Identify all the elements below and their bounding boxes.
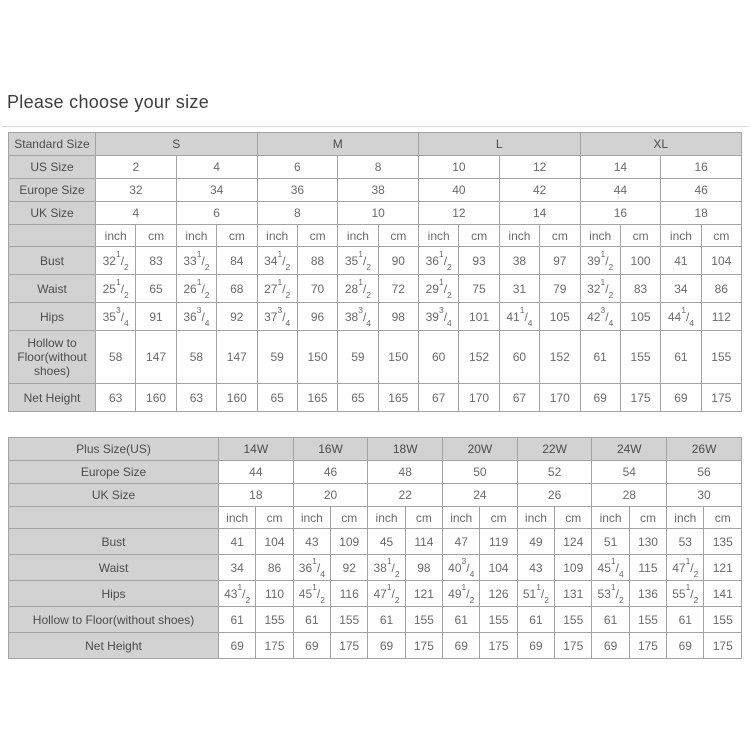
size-cell: 4 bbox=[96, 202, 177, 225]
cm-value-cell: 79 bbox=[540, 275, 580, 303]
size-cell: 56 bbox=[667, 461, 742, 484]
cm-value-cell: 175 bbox=[480, 633, 517, 659]
cm-value-cell: 160 bbox=[217, 384, 257, 412]
size-cell: 6 bbox=[257, 156, 338, 179]
cm-value-cell: 86 bbox=[256, 555, 293, 581]
cm-value-cell: 90 bbox=[378, 247, 418, 275]
unit-cm-label: cm bbox=[217, 225, 257, 247]
row-label: UK Size bbox=[9, 202, 96, 225]
inch-value-cell: 69 bbox=[661, 384, 701, 412]
cm-value-cell: 126 bbox=[480, 581, 517, 607]
size-group-cell: 16W bbox=[293, 438, 368, 461]
unit-inch-label: inch bbox=[96, 225, 136, 247]
inch-value-cell: $35^3/_4$ bbox=[96, 303, 136, 331]
size-cell: 38 bbox=[338, 179, 419, 202]
size-cell: 14 bbox=[580, 156, 661, 179]
inch-value-cell: 53 bbox=[667, 529, 704, 555]
inch-value-cell: $26^1/_2$ bbox=[176, 275, 216, 303]
size-group-cell: 20W bbox=[443, 438, 518, 461]
unit-cm-label: cm bbox=[297, 225, 337, 247]
cm-value-cell: 155 bbox=[405, 607, 442, 633]
inch-value-cell: 69 bbox=[293, 633, 330, 659]
inch-value-cell: $55^1/_2$ bbox=[667, 581, 704, 607]
unit-cm-label: cm bbox=[136, 225, 176, 247]
inch-value-cell: 34 bbox=[219, 555, 256, 581]
size-cell: 52 bbox=[517, 461, 592, 484]
size-cell: 40 bbox=[419, 179, 500, 202]
inch-value-cell: 61 bbox=[667, 607, 704, 633]
inch-value-cell: 60 bbox=[419, 331, 459, 384]
row-net-height bbox=[9, 384, 742, 412]
cm-value-cell: 131 bbox=[555, 581, 592, 607]
inch-value-cell: 65 bbox=[257, 384, 297, 412]
size-cell: 22 bbox=[368, 484, 443, 507]
inch-value-cell: $36^3/_4$ bbox=[176, 303, 216, 331]
unit-inch-label: inch bbox=[338, 225, 378, 247]
inch-value-cell: $38^1/_2$ bbox=[368, 555, 405, 581]
inch-value-cell: 61 bbox=[517, 607, 554, 633]
unit-inch-label: inch bbox=[443, 507, 480, 529]
cm-value-cell: 155 bbox=[256, 607, 293, 633]
inch-value-cell: 49 bbox=[517, 529, 554, 555]
corner-empty-cell bbox=[9, 225, 96, 247]
size-cell: 44 bbox=[580, 179, 661, 202]
row-hips bbox=[9, 581, 742, 607]
unit-inch-label: inch bbox=[176, 225, 216, 247]
cm-value-cell: 98 bbox=[405, 555, 442, 581]
row-label: Bust bbox=[9, 529, 219, 555]
inch-value-cell: 45 bbox=[368, 529, 405, 555]
row-net-height bbox=[9, 633, 742, 659]
unit-inch-label: inch bbox=[661, 225, 701, 247]
inch-value-cell: 61 bbox=[368, 607, 405, 633]
inch-value-cell: 34 bbox=[661, 275, 701, 303]
cm-value-cell: 97 bbox=[540, 247, 580, 275]
plus-size-table bbox=[8, 437, 742, 659]
unit-row bbox=[9, 507, 742, 529]
cm-value-cell: 124 bbox=[555, 529, 592, 555]
unit-inch-label: inch bbox=[667, 507, 704, 529]
size-cell: 16 bbox=[661, 156, 742, 179]
cm-value-cell: 155 bbox=[701, 331, 741, 384]
cm-value-cell: 86 bbox=[701, 275, 741, 303]
unit-cm-label: cm bbox=[459, 225, 499, 247]
inch-value-cell: 63 bbox=[96, 384, 136, 412]
inch-value-cell: $44^1/_4$ bbox=[661, 303, 701, 331]
row-label: Waist bbox=[9, 555, 219, 581]
inch-value-cell: $47^1/_2$ bbox=[368, 581, 405, 607]
corner-label: Plus Size(US) bbox=[9, 438, 219, 461]
size-cell: 44 bbox=[219, 461, 294, 484]
row-label: UK Size bbox=[9, 484, 219, 507]
cm-value-cell: 165 bbox=[297, 384, 337, 412]
cm-value-cell: 96 bbox=[297, 303, 337, 331]
row-label: US Size bbox=[9, 156, 96, 179]
corner-label: Standard Size bbox=[9, 133, 96, 156]
cm-value-cell: 109 bbox=[331, 529, 368, 555]
size-cell: 12 bbox=[499, 156, 580, 179]
unit-cm-label: cm bbox=[480, 507, 517, 529]
unit-inch-label: inch bbox=[219, 507, 256, 529]
cm-value-cell: 92 bbox=[217, 303, 257, 331]
row-label: Europe Size bbox=[9, 179, 96, 202]
size-cell: 4 bbox=[176, 156, 257, 179]
row-label: Hollow to Floor(without shoes) bbox=[9, 331, 96, 384]
row-uk-size bbox=[9, 202, 742, 225]
size-group-cell: XL bbox=[580, 133, 742, 156]
cm-value-cell: 70 bbox=[297, 275, 337, 303]
size-cell: 42 bbox=[499, 179, 580, 202]
inch-value-cell: $41^1/_4$ bbox=[499, 303, 539, 331]
cm-value-cell: 175 bbox=[331, 633, 368, 659]
cm-value-cell: 175 bbox=[704, 633, 742, 659]
cm-value-cell: 116 bbox=[331, 581, 368, 607]
inch-value-cell: 31 bbox=[499, 275, 539, 303]
size-cell: 2 bbox=[96, 156, 177, 179]
cm-value-cell: 136 bbox=[629, 581, 666, 607]
cm-value-cell: 175 bbox=[256, 633, 293, 659]
inch-value-cell: $37^3/_4$ bbox=[257, 303, 297, 331]
inch-value-cell: $39^3/_4$ bbox=[419, 303, 459, 331]
inch-value-cell: 69 bbox=[368, 633, 405, 659]
row-waist bbox=[9, 555, 742, 581]
inch-value-cell: $25^1/_2$ bbox=[96, 275, 136, 303]
corner-empty-cell bbox=[9, 507, 219, 529]
row-label: Hips bbox=[9, 303, 96, 331]
inch-value-cell: 69 bbox=[592, 633, 629, 659]
size-group-row bbox=[9, 438, 742, 461]
cm-value-cell: 175 bbox=[555, 633, 592, 659]
size-cell: 10 bbox=[419, 156, 500, 179]
cm-value-cell: 152 bbox=[459, 331, 499, 384]
row-hollow-to-floor-without-shoes bbox=[9, 607, 742, 633]
inch-value-cell: 59 bbox=[257, 331, 297, 384]
inch-value-cell: $38^3/_4$ bbox=[338, 303, 378, 331]
inch-value-cell: 61 bbox=[592, 607, 629, 633]
row-waist bbox=[9, 275, 742, 303]
inch-value-cell: 51 bbox=[592, 529, 629, 555]
inch-value-cell: $33^1/_2$ bbox=[176, 247, 216, 275]
unit-cm-label: cm bbox=[629, 507, 666, 529]
inch-value-cell: $40^3/_4$ bbox=[443, 555, 480, 581]
row-label: Waist bbox=[9, 275, 96, 303]
cm-value-cell: 88 bbox=[297, 247, 337, 275]
cm-value-cell: 93 bbox=[459, 247, 499, 275]
cm-value-cell: 112 bbox=[701, 303, 741, 331]
size-cell: 20 bbox=[293, 484, 368, 507]
cm-value-cell: 92 bbox=[331, 555, 368, 581]
inch-value-cell: 41 bbox=[661, 247, 701, 275]
inch-value-cell: $45^1/_4$ bbox=[592, 555, 629, 581]
inch-value-cell: 67 bbox=[499, 384, 539, 412]
cm-value-cell: 115 bbox=[629, 555, 666, 581]
inch-value-cell: 69 bbox=[517, 633, 554, 659]
cm-value-cell: 147 bbox=[217, 331, 257, 384]
unit-inch-label: inch bbox=[368, 507, 405, 529]
cm-value-cell: 155 bbox=[555, 607, 592, 633]
size-cell: 54 bbox=[592, 461, 667, 484]
row-uk-size bbox=[9, 484, 742, 507]
cm-value-cell: 83 bbox=[620, 275, 660, 303]
size-cell: 18 bbox=[661, 202, 742, 225]
cm-value-cell: 84 bbox=[217, 247, 257, 275]
size-cell: 12 bbox=[419, 202, 500, 225]
inch-value-cell: 61 bbox=[293, 607, 330, 633]
inch-value-cell: 67 bbox=[419, 384, 459, 412]
cm-value-cell: 150 bbox=[297, 331, 337, 384]
row-label: Net Height bbox=[9, 384, 96, 412]
cm-value-cell: 104 bbox=[256, 529, 293, 555]
divider-line bbox=[2, 126, 748, 127]
size-cell: 14 bbox=[499, 202, 580, 225]
cm-value-cell: 101 bbox=[459, 303, 499, 331]
row-bust bbox=[9, 529, 742, 555]
cm-value-cell: 83 bbox=[136, 247, 176, 275]
unit-cm-label: cm bbox=[405, 507, 442, 529]
size-cell: 16 bbox=[580, 202, 661, 225]
size-group-row bbox=[9, 133, 742, 156]
row-hips bbox=[9, 303, 742, 331]
unit-cm-label: cm bbox=[620, 225, 660, 247]
inch-value-cell: $36^1/_2$ bbox=[419, 247, 459, 275]
unit-inch-label: inch bbox=[419, 225, 459, 247]
inch-value-cell: 65 bbox=[338, 384, 378, 412]
size-group-cell: 22W bbox=[517, 438, 592, 461]
cm-value-cell: 152 bbox=[540, 331, 580, 384]
inch-value-cell: $51^1/_2$ bbox=[517, 581, 554, 607]
row-europe-size bbox=[9, 461, 742, 484]
cm-value-cell: 98 bbox=[378, 303, 418, 331]
inch-value-cell: $53^1/_2$ bbox=[592, 581, 629, 607]
unit-cm-label: cm bbox=[378, 225, 418, 247]
inch-value-cell: $27^1/_2$ bbox=[257, 275, 297, 303]
cm-value-cell: 155 bbox=[331, 607, 368, 633]
cm-value-cell: 141 bbox=[704, 581, 742, 607]
size-cell: 26 bbox=[517, 484, 592, 507]
size-cell: 34 bbox=[176, 179, 257, 202]
size-cell: 46 bbox=[293, 461, 368, 484]
size-group-cell: 24W bbox=[592, 438, 667, 461]
inch-value-cell: 61 bbox=[219, 607, 256, 633]
size-cell: 32 bbox=[96, 179, 177, 202]
cm-value-cell: 175 bbox=[620, 384, 660, 412]
inch-value-cell: 38 bbox=[499, 247, 539, 275]
cm-value-cell: 114 bbox=[405, 529, 442, 555]
unit-inch-label: inch bbox=[580, 225, 620, 247]
size-group-cell: 18W bbox=[368, 438, 443, 461]
inch-value-cell: 60 bbox=[499, 331, 539, 384]
inch-value-cell: $49^1/_2$ bbox=[443, 581, 480, 607]
row-hollow-to-floor-without-shoes bbox=[9, 331, 742, 384]
unit-cm-label: cm bbox=[704, 507, 742, 529]
cm-value-cell: 121 bbox=[405, 581, 442, 607]
cm-value-cell: 105 bbox=[620, 303, 660, 331]
row-us-size bbox=[9, 156, 742, 179]
inch-value-cell: 61 bbox=[661, 331, 701, 384]
unit-cm-label: cm bbox=[555, 507, 592, 529]
unit-cm-label: cm bbox=[701, 225, 741, 247]
row-label: Europe Size bbox=[9, 461, 219, 484]
cm-value-cell: 135 bbox=[704, 529, 742, 555]
cm-value-cell: 75 bbox=[459, 275, 499, 303]
cm-value-cell: 130 bbox=[629, 529, 666, 555]
size-cell: 36 bbox=[257, 179, 338, 202]
cm-value-cell: 165 bbox=[378, 384, 418, 412]
inch-value-cell: $43^1/_2$ bbox=[219, 581, 256, 607]
inch-value-cell: $35^1/_2$ bbox=[338, 247, 378, 275]
cm-value-cell: 155 bbox=[620, 331, 660, 384]
inch-value-cell: $45^1/_2$ bbox=[293, 581, 330, 607]
inch-value-cell: 69 bbox=[667, 633, 704, 659]
cm-value-cell: 104 bbox=[701, 247, 741, 275]
size-cell: 30 bbox=[667, 484, 742, 507]
size-group-cell: 26W bbox=[667, 438, 742, 461]
cm-value-cell: 91 bbox=[136, 303, 176, 331]
cm-value-cell: 155 bbox=[480, 607, 517, 633]
cm-value-cell: 155 bbox=[629, 607, 666, 633]
inch-value-cell: 63 bbox=[176, 384, 216, 412]
size-cell: 10 bbox=[338, 202, 419, 225]
row-label: Bust bbox=[9, 247, 96, 275]
cm-value-cell: 110 bbox=[256, 581, 293, 607]
inch-value-cell: 43 bbox=[517, 555, 554, 581]
size-cell: 28 bbox=[592, 484, 667, 507]
inch-value-cell: 69 bbox=[580, 384, 620, 412]
unit-cm-label: cm bbox=[331, 507, 368, 529]
row-label: Hips bbox=[9, 581, 219, 607]
unit-row bbox=[9, 225, 742, 247]
cm-value-cell: 155 bbox=[704, 607, 742, 633]
standard-size-table bbox=[8, 132, 742, 412]
unit-inch-label: inch bbox=[517, 507, 554, 529]
cm-value-cell: 65 bbox=[136, 275, 176, 303]
size-cell: 8 bbox=[338, 156, 419, 179]
unit-cm-label: cm bbox=[256, 507, 293, 529]
size-group-cell: 14W bbox=[219, 438, 294, 461]
inch-value-cell: 43 bbox=[293, 529, 330, 555]
cm-value-cell: 104 bbox=[480, 555, 517, 581]
cm-value-cell: 72 bbox=[378, 275, 418, 303]
size-cell: 48 bbox=[368, 461, 443, 484]
inch-value-cell: 41 bbox=[219, 529, 256, 555]
cm-value-cell: 160 bbox=[136, 384, 176, 412]
cm-value-cell: 109 bbox=[555, 555, 592, 581]
inch-value-cell: 59 bbox=[338, 331, 378, 384]
unit-inch-label: inch bbox=[592, 507, 629, 529]
inch-value-cell: $32^1/_2$ bbox=[580, 275, 620, 303]
size-group-cell: L bbox=[419, 133, 581, 156]
unit-inch-label: inch bbox=[499, 225, 539, 247]
page-title: Please choose your size bbox=[7, 92, 210, 112]
cm-value-cell: 150 bbox=[378, 331, 418, 384]
size-cell: 46 bbox=[661, 179, 742, 202]
row-bust bbox=[9, 247, 742, 275]
cm-value-cell: 170 bbox=[540, 384, 580, 412]
cm-value-cell: 121 bbox=[704, 555, 742, 581]
inch-value-cell: 58 bbox=[176, 331, 216, 384]
cm-value-cell: 68 bbox=[217, 275, 257, 303]
size-cell: 6 bbox=[176, 202, 257, 225]
inch-value-cell: $42^3/_4$ bbox=[580, 303, 620, 331]
inch-value-cell: $36^1/_4$ bbox=[293, 555, 330, 581]
size-cell: 18 bbox=[219, 484, 294, 507]
cm-value-cell: 147 bbox=[136, 331, 176, 384]
inch-value-cell: 47 bbox=[443, 529, 480, 555]
row-label: Net Height bbox=[9, 633, 219, 659]
inch-value-cell: $39^1/_2$ bbox=[580, 247, 620, 275]
inch-value-cell: $28^1/_2$ bbox=[338, 275, 378, 303]
inch-value-cell: 69 bbox=[443, 633, 480, 659]
inch-value-cell: 58 bbox=[96, 331, 136, 384]
size-group-cell: M bbox=[257, 133, 419, 156]
cm-value-cell: 170 bbox=[459, 384, 499, 412]
unit-cm-label: cm bbox=[540, 225, 580, 247]
inch-value-cell: 61 bbox=[580, 331, 620, 384]
unit-inch-label: inch bbox=[257, 225, 297, 247]
cm-value-cell: 175 bbox=[701, 384, 741, 412]
inch-value-cell: $29^1/_2$ bbox=[419, 275, 459, 303]
unit-inch-label: inch bbox=[293, 507, 330, 529]
inch-value-cell: 69 bbox=[219, 633, 256, 659]
inch-value-cell: $32^1/_2$ bbox=[96, 247, 136, 275]
cm-value-cell: 105 bbox=[540, 303, 580, 331]
inch-value-cell: 61 bbox=[443, 607, 480, 633]
cm-value-cell: 175 bbox=[405, 633, 442, 659]
inch-value-cell: $47^1/_2$ bbox=[667, 555, 704, 581]
size-cell: 50 bbox=[443, 461, 518, 484]
row-europe-size bbox=[9, 179, 742, 202]
cm-value-cell: 100 bbox=[620, 247, 660, 275]
cm-value-cell: 175 bbox=[629, 633, 666, 659]
cm-value-cell: 119 bbox=[480, 529, 517, 555]
size-group-cell: S bbox=[96, 133, 258, 156]
size-cell: 8 bbox=[257, 202, 338, 225]
inch-value-cell: $34^1/_2$ bbox=[257, 247, 297, 275]
row-label: Hollow to Floor(without shoes) bbox=[9, 607, 219, 633]
size-cell: 24 bbox=[443, 484, 518, 507]
